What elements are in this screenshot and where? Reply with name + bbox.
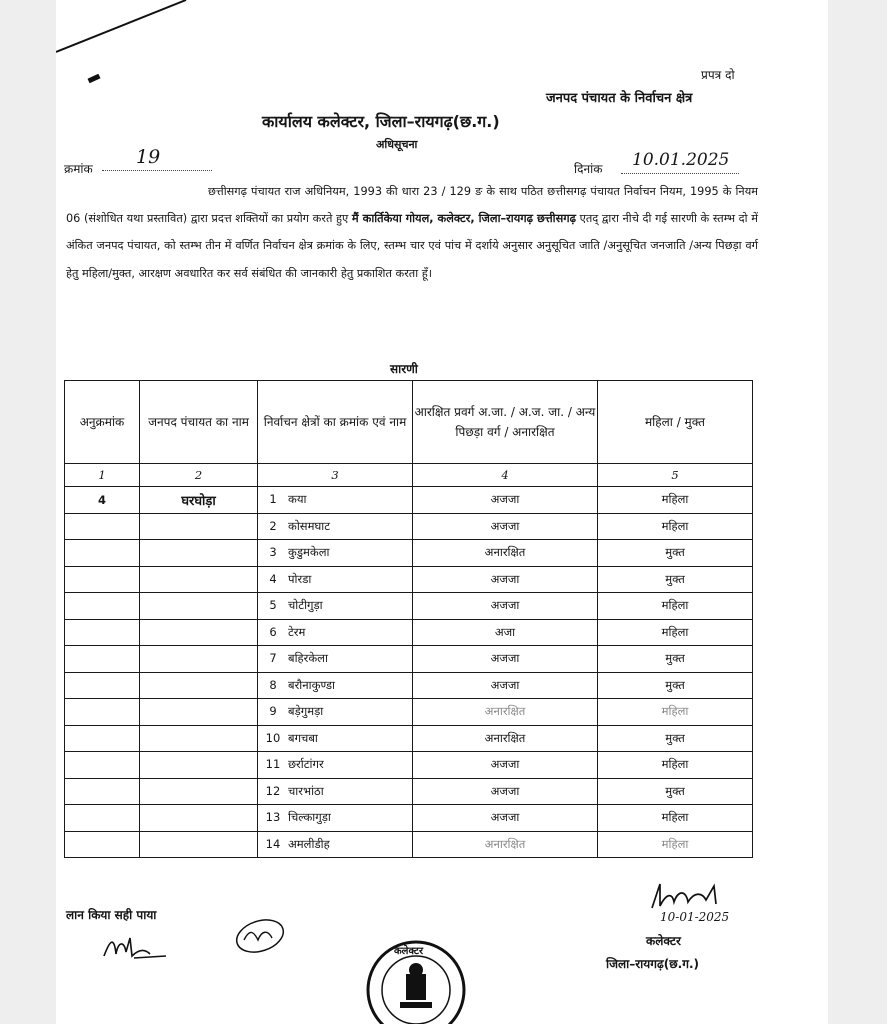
header-serial: अनुक्रमांक — [65, 381, 140, 464]
constituency-cell — [258, 646, 413, 673]
col-number: 3 — [258, 464, 413, 487]
table-row — [65, 566, 753, 593]
women-free-cell: मुक्त — [598, 540, 753, 567]
janpad-cell — [140, 540, 258, 567]
category-cell: अनारक्षित — [413, 831, 598, 858]
women-free-cell: महिला — [598, 487, 753, 514]
constituency-name: बरौनाकुण्डा — [288, 677, 336, 692]
notification-paragraph — [66, 178, 758, 287]
constituency-name: कुडुमकेला — [288, 545, 330, 560]
serial-cell — [65, 752, 140, 779]
category-cell: अनारक्षित — [413, 699, 598, 726]
constituency-cell — [258, 831, 413, 858]
header-women-free: महिला / मुक्त — [598, 381, 753, 464]
constituency-name: पोरडा — [288, 571, 312, 586]
women-free-cell: महिला — [598, 593, 753, 620]
category-cell: अजजा — [413, 513, 598, 540]
women-free-cell: महिला — [598, 699, 753, 726]
constituency-cell — [258, 566, 413, 593]
constituency-number: 5 — [269, 598, 277, 613]
constituency-number: 9 — [269, 704, 277, 719]
serial-cell — [65, 672, 140, 699]
janpad-cell — [140, 752, 258, 779]
constituency-cell — [258, 725, 413, 752]
date-value: 10.01.2025 — [632, 150, 730, 170]
janpad-cell — [140, 566, 258, 593]
header-constituency: निर्वाचन क्षेत्रों का क्रमांक एवं नाम — [258, 381, 413, 464]
serial-cell — [65, 725, 140, 752]
category-cell: अजजा — [413, 566, 598, 593]
janpad-cell — [140, 778, 258, 805]
collector-signature-icon — [646, 880, 736, 914]
paragraph-bold-authority: मैं कार्तिकेया गोयल, कलेक्टर, जिला–रायगढ़ छत्तीसगढ़ — [351, 212, 576, 226]
serial-cell — [65, 646, 140, 673]
verification-note: लान किया सही पाया — [66, 908, 157, 922]
table-row — [65, 540, 753, 567]
collector-title: कलेक्टर — [646, 934, 681, 948]
janpad-cell — [140, 831, 258, 858]
category-cell: अजजा — [413, 752, 598, 779]
constituency-number: 11 — [265, 757, 281, 772]
document-page — [56, 0, 828, 1024]
constituency-number: 2 — [269, 518, 277, 533]
janpad-cell — [140, 593, 258, 620]
constituency-number: 14 — [265, 836, 281, 851]
second-signature-icon — [232, 916, 292, 956]
constituency-name: टेरम — [288, 624, 306, 639]
janpad-cell: घरघोड़ा — [140, 487, 258, 514]
constituency-cell — [258, 699, 413, 726]
constituency-number: 13 — [265, 810, 281, 825]
constituency-name: बहिरकेला — [288, 651, 328, 666]
header-janpad: जनपद पंचायत का नाम — [140, 381, 258, 464]
constituency-cell — [258, 513, 413, 540]
signature-date: 10-01-2025 — [660, 910, 730, 924]
constituency-name: अमलीडीह — [288, 836, 330, 851]
office-seal-icon — [364, 936, 474, 1024]
serial-cell — [65, 699, 140, 726]
col-number: 2 — [140, 464, 258, 487]
constituency-cell — [258, 672, 413, 699]
janpad-cell — [140, 725, 258, 752]
constituency-cell — [258, 778, 413, 805]
serial-cell — [65, 540, 140, 567]
category-cell: अजजा — [413, 805, 598, 832]
constituency-number: 6 — [269, 624, 277, 639]
women-free-cell: महिला — [598, 805, 753, 832]
women-free-cell: महिला — [598, 513, 753, 540]
constituency-name: छर्राटांगर — [288, 757, 324, 772]
constituency-cell — [258, 752, 413, 779]
table-row — [65, 752, 753, 779]
constituency-name: बड़ेगुमड़ा — [288, 704, 324, 719]
constituency-name: चिल्कागुड़ा — [288, 810, 331, 825]
constituency-name: बगचबा — [288, 730, 318, 745]
table-row — [65, 725, 753, 752]
kramank-dots — [102, 170, 212, 171]
initials-signature-icon — [100, 930, 170, 966]
constituency-number: 4 — [269, 571, 277, 586]
category-cell: अजजा — [413, 646, 598, 673]
janpad-cell — [140, 699, 258, 726]
constituency-cell — [258, 593, 413, 620]
col-number: 4 — [413, 464, 598, 487]
table-row — [65, 593, 753, 620]
janpad-cell — [140, 619, 258, 646]
table-row — [65, 619, 753, 646]
women-free-cell: मुक्त — [598, 778, 753, 805]
district-title: जिला–रायगढ़(छ.ग.) — [606, 957, 699, 971]
category-cell: अजजा — [413, 672, 598, 699]
table-row — [65, 831, 753, 858]
office-title: कार्यालय कलेक्टर, जिला–रायगढ़(छ.ग.) — [262, 112, 500, 131]
svg-text:कलेक्टर: कलेक्टर — [394, 946, 424, 957]
date-label: दिनांक — [574, 162, 603, 176]
table-row — [65, 672, 753, 699]
ink-mark-icon — [88, 74, 101, 84]
reservation-table — [64, 380, 753, 858]
table-title: सारणी — [390, 362, 418, 376]
constituency-cell — [258, 619, 413, 646]
constituency-cell — [258, 487, 413, 514]
constituency-name: कोसमघाट — [288, 518, 331, 533]
col-number: 5 — [598, 464, 753, 487]
table-row — [65, 487, 753, 514]
women-free-cell: मुक्त — [598, 646, 753, 673]
notice-heading: अधिसूचना — [376, 138, 418, 151]
fold-line-icon — [56, 0, 828, 60]
paragraph-part-1: छत्तीसगढ़ पंचायत राज अधिनियम, 1993 की धारा 23 / 129 ङ के साथ पठित छत्तीसगढ़ पंचायत निर्वाचन नियम, 1995 के नियम 06 (संशोधित यथा प्रस्तावित) द्वारा प्रदत्त शक्तियों का प्रयोग करते हुए — [66, 185, 758, 226]
serial-cell — [65, 593, 140, 620]
table-body — [65, 487, 753, 858]
serial-cell — [65, 805, 140, 832]
constituency-number: 8 — [269, 677, 277, 692]
category-cell: अजजा — [413, 593, 598, 620]
women-free-cell: मुक्त — [598, 566, 753, 593]
form-number: प्रपत्र दो — [701, 68, 735, 82]
women-free-cell: मुक्त — [598, 725, 753, 752]
category-cell: अनारक्षित — [413, 725, 598, 752]
kramank-value: 19 — [136, 146, 161, 168]
table-row — [65, 699, 753, 726]
document-subject: जनपद पंचायत के निर्वाचन क्षेत्र — [546, 91, 693, 106]
janpad-cell — [140, 513, 258, 540]
serial-cell — [65, 831, 140, 858]
women-free-cell: महिला — [598, 831, 753, 858]
serial-cell — [65, 513, 140, 540]
constituency-number: 3 — [269, 545, 277, 560]
janpad-cell — [140, 646, 258, 673]
women-free-cell: महिला — [598, 619, 753, 646]
constituency-cell — [258, 805, 413, 832]
table-row — [65, 513, 753, 540]
constituency-number: 12 — [265, 783, 281, 798]
constituency-name: चोटीगुड़ा — [288, 598, 323, 613]
constituency-name: कया — [288, 492, 307, 507]
constituency-number: 1 — [269, 492, 277, 507]
table-row — [65, 778, 753, 805]
category-cell: अजजा — [413, 778, 598, 805]
paragraph-part-2: एतद् द्वारा नीचे दी गई सारणी के स्तम्भ दो में अंकित जनपद पंचायत, को स्तम्भ तीन में वर्णित निर्वाचन क्षेत्र क्रमांक के लिए, स्तम्भ चार एवं पांच में दर्शाये अनुसार अनुसूचित जाति /अनुसूचित जनजाति /अन्य पिछड़ा वर्ग हेतु महिला/मुक्त, आरक्षण अवधारित कर सर्व संबंधित की जानकारी हेतु प्रकाशित करता हूँ। — [66, 212, 758, 280]
category-cell: अजजा — [413, 487, 598, 514]
constituency-number: 7 — [269, 651, 277, 666]
category-cell: अजा — [413, 619, 598, 646]
serial-cell: 4 — [65, 487, 140, 514]
table-row — [65, 805, 753, 832]
women-free-cell: महिला — [598, 752, 753, 779]
table-row — [65, 646, 753, 673]
kramank-label: क्रमांक — [64, 162, 93, 176]
janpad-cell — [140, 672, 258, 699]
col-number: 1 — [65, 464, 140, 487]
date-dots — [621, 173, 739, 174]
serial-cell — [65, 619, 140, 646]
constituency-name: चारभांठा — [288, 783, 324, 798]
header-category: आरक्षित प्रवर्ग अ.जा. / अ.ज. जा. / अन्य पिछड़ा वर्ग / अनारक्षित — [413, 381, 598, 464]
category-cell: अनारक्षित — [413, 540, 598, 567]
constituency-number: 10 — [265, 730, 281, 745]
serial-cell — [65, 778, 140, 805]
constituency-cell — [258, 540, 413, 567]
janpad-cell — [140, 805, 258, 832]
serial-cell — [65, 566, 140, 593]
women-free-cell: मुक्त — [598, 672, 753, 699]
